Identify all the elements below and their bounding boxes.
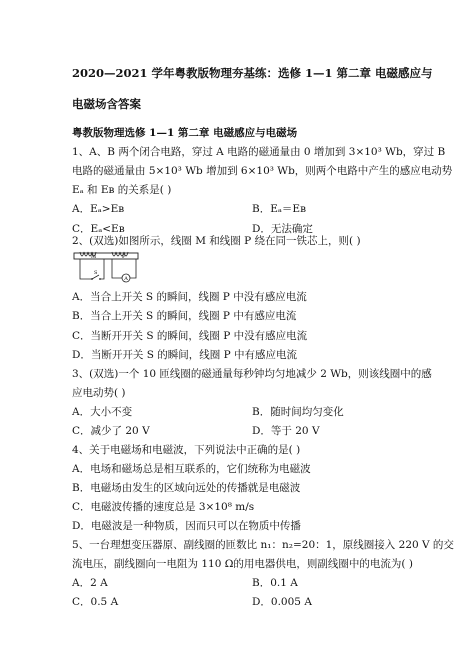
section-heading: 粤教版物理选修 1—1 第二章 电磁感应与电磁场 [72,127,298,139]
question-1-line-3: Eₐ 和 Eʙ 的关系是( ) [72,184,172,196]
question-5-line-1: 5、一台理想变压器原、副线圈的匝数比 n₁：n₂=20：1，原线圈接入 220 V 的交 [72,539,454,551]
question-3-option-d: D．等于 20 V [252,425,320,437]
label-p: P [122,254,126,260]
question-1-option-b: B．Eₐ＝Eʙ [252,203,307,215]
question-1-option-d: D．无法确定 [252,223,313,235]
question-5-option-d: D．0.005 A [252,596,312,608]
question-4-option-c: C．电磁波传播的速度总是 3×10⁸ m/s [72,501,255,513]
question-2-option-d: D．当断开开关 S 的瞬间，线圈 P 中有感应电流 [72,349,298,361]
question-3-line-2: 应电动势( ) [72,387,126,399]
question-3-line-1: 3、(双选)一个 10 匝线圈的磁通量每秒钟均匀地减少 2 Wb，则该线圈中的感 [72,368,432,380]
question-4-line-1: 4、关于电磁场和电磁波，下列说法中正确的是( ) [72,444,301,456]
question-3-option-a: A．大小不变 [72,406,133,418]
question-2-line-1: 2、(双选)如图所示，线圈 M 和线圈 P 绕在同一铁芯上，则( ) [72,235,361,247]
transformer-circuit-diagram [72,249,140,285]
question-5-option-b: B．0.1 A [252,577,298,589]
question-3-option-b: B．随时间均匀变化 [252,406,344,418]
question-1-option-a: A．Eₐ>Eʙ [72,203,125,215]
question-2-option-b: B．当合上开关 S 的瞬间，线圈 P 中有感应电流 [72,310,297,322]
question-3-option-c: C．减少了 20 V [72,425,150,437]
document-title-line-1: 2020—2021 学年粤教版物理夯基练：选修 1—1 第二章 电磁感应与 [72,66,433,80]
question-1-line-1: 1、A、B 两个闭合电路，穿过 A 电路的磁通量由 0 增加到 3×10³ Wb，穿过 B [72,146,446,158]
question-4-option-b: B．电磁场由发生的区域向远处的传播就是电磁波 [72,482,301,494]
question-4-option-a: A．电场和磁场总是相互联系的，它们统称为电磁波 [72,463,311,475]
label-m: M [91,254,97,260]
question-2-option-a: A．当合上开关 S 的瞬间，线圈 P 中没有感应电流 [72,291,307,303]
document-title-line-2: 电磁场含答案 [72,97,141,111]
question-5-option-c: C．0.5 A [72,596,119,608]
question-1-option-c: C．Eₐ<Eʙ [72,223,125,235]
question-2-option-c: C．当断开开关 S 的瞬间，线圈 P 中没有感应电流 [72,330,308,342]
label-s: S [94,270,98,276]
question-5-line-2: 流电压，副线圈向一电阻为 110 Ω的用电器供电，则副线圈中的电流为( ) [72,558,413,570]
label-meter: A [124,276,128,282]
question-1-line-2: 电路的磁通量由 5×10³ Wb 增加到 6×10³ Wb，则两个电路中产生的感应电动势 [72,165,453,177]
question-5-option-a: A．2 A [72,577,108,589]
question-4-option-d: D．电磁波是一种物质，因而只可以在物质中传播 [72,520,301,532]
